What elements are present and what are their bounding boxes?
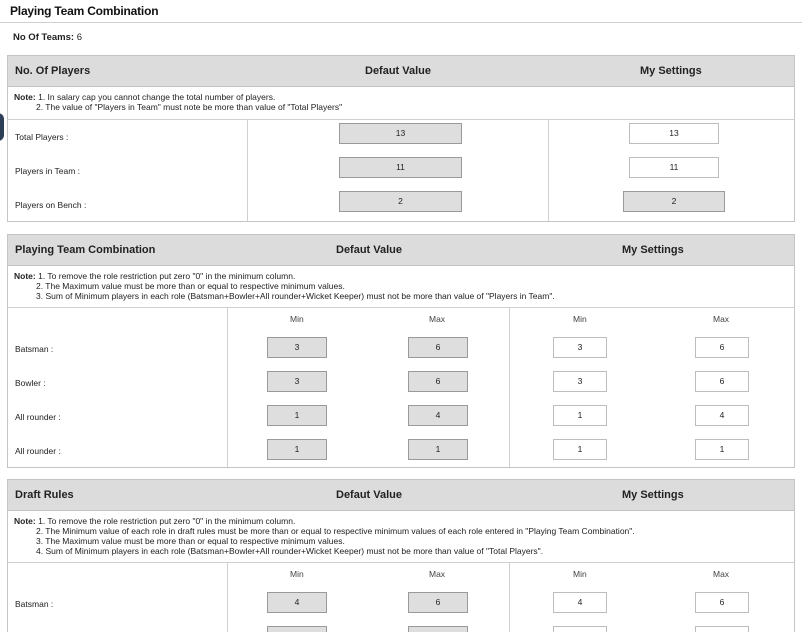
note-label: Note: [14,271,36,281]
default-max-value: 1 [408,439,468,460]
draft-default-heading: Defaut Value [336,489,403,501]
row-label: Batsman : [15,344,54,354]
row-label: All rounder : [15,412,61,422]
my-players-in-team-input[interactable]: 11 [629,157,719,178]
col-max-header: Max [429,314,446,324]
note-label: Note: [14,516,36,526]
table-row [8,366,794,400]
my-max-input[interactable]: 4 [695,405,749,426]
my-min-input[interactable]: 1 [553,439,607,460]
my-max-input[interactable]: 1 [695,439,749,460]
default-min-value: 3 [267,337,327,358]
default-min-value: 1 [267,439,327,460]
note-line: 4. Sum of Minimum players in each role (Batsman+Bowler+All rounder+Wicket Keeper) must not be more than value of "Total Players". [36,546,544,556]
default-min-value: 3 [267,371,327,392]
default-players-on-bench-value: 2 [339,191,462,212]
row-label: Players on Bench : [15,200,87,210]
combination-default-heading: Defaut Value [336,244,403,256]
teams-count-label: No Of Teams: [13,32,75,43]
table-row [8,154,794,188]
players-default-heading: Defaut Value [365,65,432,77]
combination-heading: Playing Team Combination [15,244,156,256]
default-max-value: 4 [408,405,468,426]
note-line: 1. To remove the role restriction put zero "0" in the minimum column. [38,271,296,281]
note-line: 1. To remove the role restriction put zero "0" in the minimum column. [38,516,296,526]
row-label: Batsman : [15,599,54,609]
col-min-header: Min [290,569,304,579]
row-label: Players in Team : [15,166,81,176]
table-row [8,188,794,222]
teams-count [13,32,82,43]
note-line: 2. The Maximum value must be more than or equal to respective minimum values. [36,281,345,291]
default-max-value: 6 [408,337,468,358]
teams-count-value: 6 [76,32,82,43]
table-row [8,621,794,632]
combination-section [7,234,795,468]
combination-section-header [8,235,794,266]
combination-note [8,266,794,308]
draft-grid [8,563,794,632]
default-min-value: 4 [267,592,327,613]
players-section [7,55,795,222]
col-min-header: Min [573,314,587,324]
row-label: Total Players : [15,132,69,142]
my-players-on-bench-input: 2 [623,191,725,212]
players-settings-heading: My Settings [640,65,702,77]
players-grid [8,120,794,221]
players-section-header [8,56,794,87]
my-max-input[interactable]: 6 [695,337,749,358]
col-max-header: Max [713,314,730,324]
note-line: 3. Sum of Minimum players in each role (Batsman+Bowler+All rounder+Wicket Keeper) must not be more than value of "Players in Team". [36,291,555,301]
row-label: Bowler : [15,378,46,388]
row-label: All rounder : [15,446,61,456]
players-heading: No. Of Players [15,65,91,77]
combination-grid [8,308,794,467]
col-max-header: Max [713,569,730,579]
table-row [8,400,794,434]
combination-settings-heading: My Settings [622,244,684,256]
my-min-input[interactable]: 3 [553,371,607,392]
my-min-input[interactable] [553,626,607,632]
default-min-value: 1 [267,405,327,426]
my-min-input[interactable]: 3 [553,337,607,358]
my-max-input[interactable]: 6 [695,592,749,613]
note-line: 1. In salary cap you cannot change the total number of players. [38,92,276,102]
default-max-value: 6 [408,371,468,392]
side-tab-handle[interactable] [0,113,4,141]
players-note [8,87,794,120]
draft-heading: Draft Rules [15,489,74,501]
table-row [8,434,794,468]
draft-note [8,511,794,563]
draft-section-header [8,480,794,511]
my-min-input[interactable]: 4 [553,592,607,613]
note-line: 2. The value of "Players in Team" must note be more than value of "Total Players" [36,102,343,112]
default-max-value [408,626,468,632]
note-label: Note: [14,92,36,102]
default-min-value [267,626,327,632]
note-line: 2. The Minimum value of each role in draft rules must be more than or equal to respective minimum values of each role entered in "Playing Team Combination". [36,526,635,536]
note-line: 3. The Maximum value must be more than or equal to respective minimum values. [36,536,345,546]
default-max-value: 6 [408,592,468,613]
col-max-header: Max [429,569,446,579]
my-min-input[interactable]: 1 [553,405,607,426]
default-players-in-team-value: 11 [339,157,462,178]
draft-settings-heading: My Settings [622,489,684,501]
col-min-header: Min [290,314,304,324]
draft-section [7,479,795,632]
table-row [8,120,794,154]
my-max-input[interactable] [695,626,749,632]
my-max-input[interactable]: 6 [695,371,749,392]
default-total-players-value: 13 [339,123,462,144]
page-title: Playing Team Combination [10,4,159,18]
col-min-header: Min [573,569,587,579]
my-total-players-input[interactable]: 13 [629,123,719,144]
table-row [8,587,794,621]
page-header [0,0,802,23]
table-row [8,332,794,366]
